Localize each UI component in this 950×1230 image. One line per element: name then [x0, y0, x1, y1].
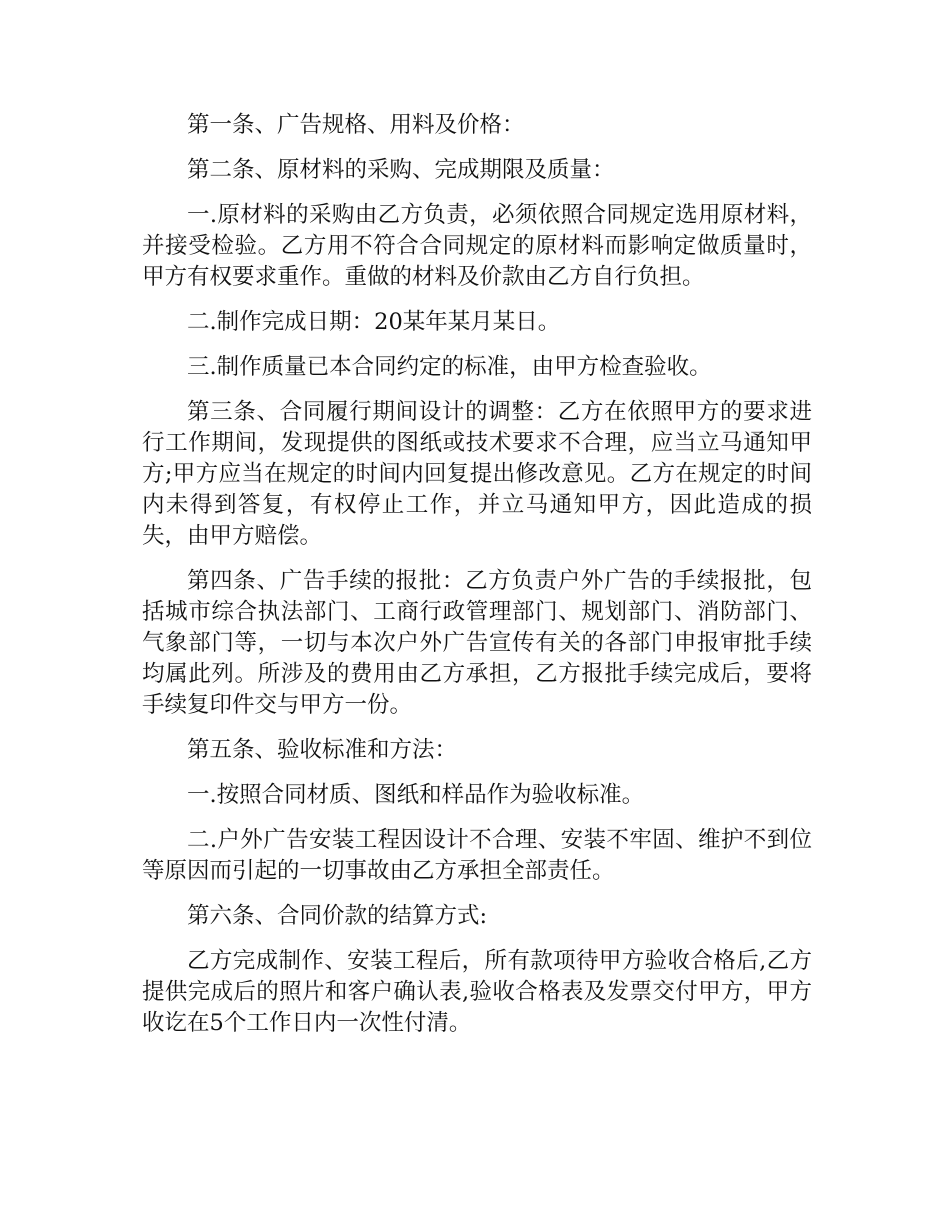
clause-5-heading: 第五条、验收标准和方法： — [187, 737, 458, 763]
document-body — [142, 110, 812, 1053]
clause-6-body: 乙方完成制作、安装工程后，所有款项待甲方验收合格后,乙方提供完成后的照片和客户确认表,验收合格表及发票交付甲方，甲方收讫在5个工作日内一次性付清。 — [142, 948, 812, 1036]
clause-4: 第四条、广告手续的报批：乙方负责户外广告的手续报批，包括城市综合执法部门、工商行政管理部门、规划部门、消防部门、气象部门等，一切与本次户外广告宣传有关的各部门申报审批手续均属此列。所涉及的费用由乙方承担，乙方报批手续完成后，要将手续复印件交与甲方一份。 — [142, 568, 812, 718]
clause-3: 第三条、合同履行期间设计的调整：乙方在依照甲方的要求进行工作期间，发现提供的图纸或技术要求不合理，应当立马通知甲方;甲方应当在规定的时间内回复提出修改意见。乙方在规定的时间内未得到答复，有权停止工作，并立马通知甲方，因此造成的损失，由甲方赔偿。 — [142, 399, 812, 549]
clause-2-heading: 第二条、原材料的采购、完成期限及质量： — [187, 157, 615, 183]
clause-5-item-2: 二.户外广告安装工程因设计不合理、安装不牢固、维护不到位等原因而引起的一切事故由乙方承担全部责任。 — [142, 827, 812, 884]
clause-2-item-1: 一.原材料的采购由乙方负责，必须依照合同规定选用原材料，并接受检验。乙方用不符合合同规定的原材料而影响定做质量时，甲方有权要求重作。重做的材料及价款由乙方自行负担。 — [142, 202, 812, 290]
clause-6-heading: 第六条、合同价款的结算方式: — [187, 903, 488, 929]
clause-1-heading: 第一条、广告规格、用料及价格： — [187, 112, 525, 138]
clause-2-item-3: 三.制作质量已本合同约定的标准，由甲方检查验收。 — [187, 354, 712, 380]
clause-2-item-2: 二.制作完成日期：20某年某月某日。 — [187, 309, 561, 335]
clause-5-item-1: 一.按照合同材质、图纸和样品作为验收标准。 — [187, 782, 645, 808]
